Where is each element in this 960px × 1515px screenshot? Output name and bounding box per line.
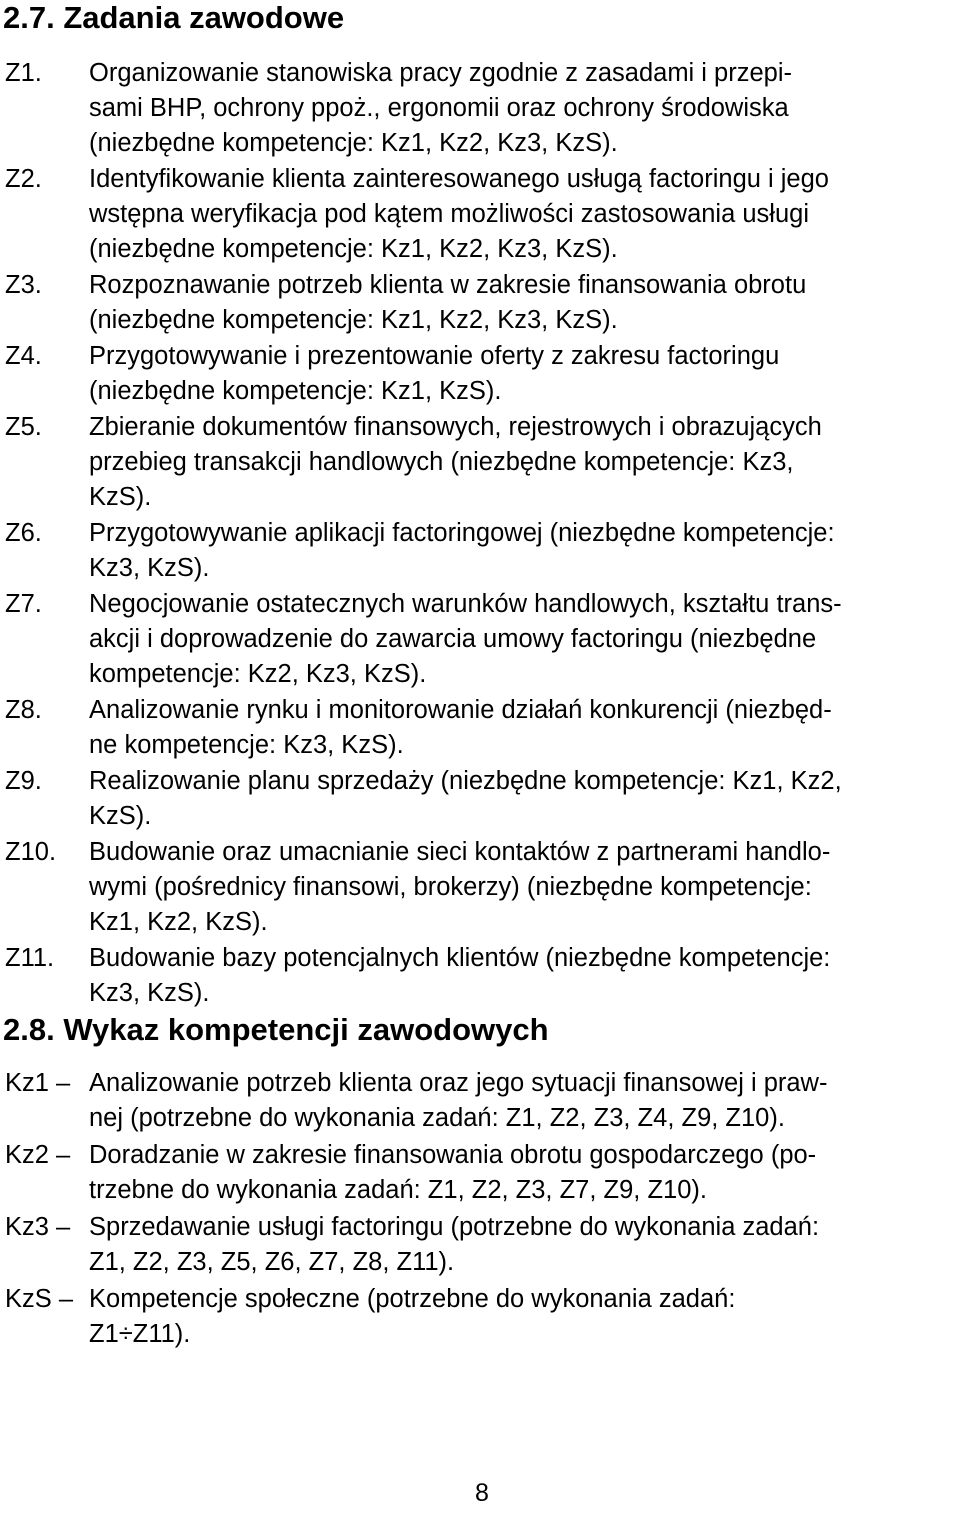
page-number: 8	[475, 1479, 489, 1507]
list-item	[0, 941, 960, 1011]
list-item	[0, 516, 960, 586]
list-item	[0, 162, 960, 267]
item-text: Budowanie oraz umacnianie sieci kontaktów z partnerami handlo- wymi (pośrednicy finansowi, brokerzy) (niezbędne kompetencje: Kz1, Kz2, KzS).	[89, 838, 831, 936]
list-item	[0, 587, 960, 692]
item-number: Z2.	[5, 165, 42, 193]
item-number: Z6.	[5, 519, 42, 547]
item-text: Analizowanie potrzeb klienta oraz jego sytuacji finansowej i praw- nej (potrzebne do wykonania zadań: Z1, Z2, Z3, Z4, Z9, Z10).	[89, 1069, 828, 1132]
item-text: Organizowanie stanowiska pracy zgodnie z zasadami i przepi- sami BHP, ochrony ppoż., ergonomii oraz ochrony środowiska (niezbędne kompetencje: Kz1, Kz2, Kz3, KzS).	[89, 59, 793, 157]
item-text: Budowanie bazy potencjalnych klientów (niezbędne kompetencje: Kz3, KzS).	[89, 944, 831, 1007]
item-number: Kz3 –	[5, 1213, 71, 1241]
item-number: Z9.	[5, 767, 42, 795]
item-number: Z3.	[5, 271, 42, 299]
item-text: Negocjowanie ostatecznych warunków handlowych, kształtu trans- akcji i doprowadzenie do zawarcia umowy factoringu (niezbędne kompetencje: Kz2, Kz3, KzS).	[89, 590, 842, 688]
list-item	[0, 693, 960, 763]
list-item	[0, 835, 960, 940]
list-item	[0, 410, 960, 515]
list-item	[0, 1138, 960, 1208]
item-text: Kompetencje społeczne (potrzebne do wykonania zadań: Z1÷Z11).	[89, 1285, 736, 1348]
item-text: Sprzedawanie usługi factoringu (potrzebne do wykonania zadań: Z1, Z2, Z3, Z5, Z6, Z7, Z8, Z11).	[89, 1213, 820, 1276]
item-text: Analizowanie rynku i monitorowanie działań konkurencji (niezbęd- ne kompetencje: Kz3, KzS).	[89, 696, 832, 759]
item-text: Identyfikowanie klienta zainteresowanego usługą factoringu i jego wstępna weryfikacja pod kątem możliwości zastosowania usługi (niezbędne kompetencje: Kz1, Kz2, Kz3, KzS).	[89, 165, 829, 263]
list-item	[0, 56, 960, 161]
item-text: Doradzanie w zakresie finansowania obrotu gospodarczego (po- trzebne do wykonania zadań: Z1, Z2, Z3, Z7, Z9, Z10).	[89, 1141, 817, 1204]
section-heading-tasks: 2.7. Zadania zawodowe	[3, 0, 345, 35]
item-text: Zbieranie dokumentów finansowych, rejestrowych i obrazujących przebieg transakcji handlowych (niezbędne kompetencje: Kz3, KzS).	[89, 413, 822, 511]
item-number: Z7.	[5, 590, 42, 618]
list-item	[0, 1066, 960, 1136]
list-item	[0, 1282, 960, 1352]
item-text: Przygotowywanie i prezentowanie oferty z zakresu factoringu (niezbędne kompetencje: Kz1, KzS).	[89, 342, 780, 405]
item-text: Przygotowywanie aplikacji factoringowej (niezbędne kompetencje: Kz3, KzS).	[89, 519, 835, 582]
item-number: Kz1 –	[5, 1069, 71, 1097]
item-number: KzS –	[5, 1285, 74, 1313]
item-number: Z5.	[5, 413, 42, 441]
competency-list	[0, 1066, 960, 1354]
item-number: Z11.	[5, 944, 55, 972]
list-item	[0, 764, 960, 834]
section-heading-competencies: 2.8. Wykaz kompetencji zawodowych	[3, 1012, 549, 1047]
item-text: Rozpoznawanie potrzeb klienta w zakresie finansowania obrotu (niezbędne kompetencje: Kz1, Kz2, Kz3, KzS).	[89, 271, 807, 334]
list-item	[0, 1210, 960, 1280]
item-text: Realizowanie planu sprzedaży (niezbędne kompetencje: Kz1, Kz2, KzS).	[89, 767, 842, 830]
list-item	[0, 268, 960, 338]
task-list	[0, 56, 960, 1012]
list-item	[0, 339, 960, 409]
item-number: Z4.	[5, 342, 42, 370]
item-number: Kz2 –	[5, 1141, 71, 1169]
item-number: Z10.	[5, 838, 57, 866]
item-number: Z1.	[5, 59, 42, 87]
item-number: Z8.	[5, 696, 42, 724]
